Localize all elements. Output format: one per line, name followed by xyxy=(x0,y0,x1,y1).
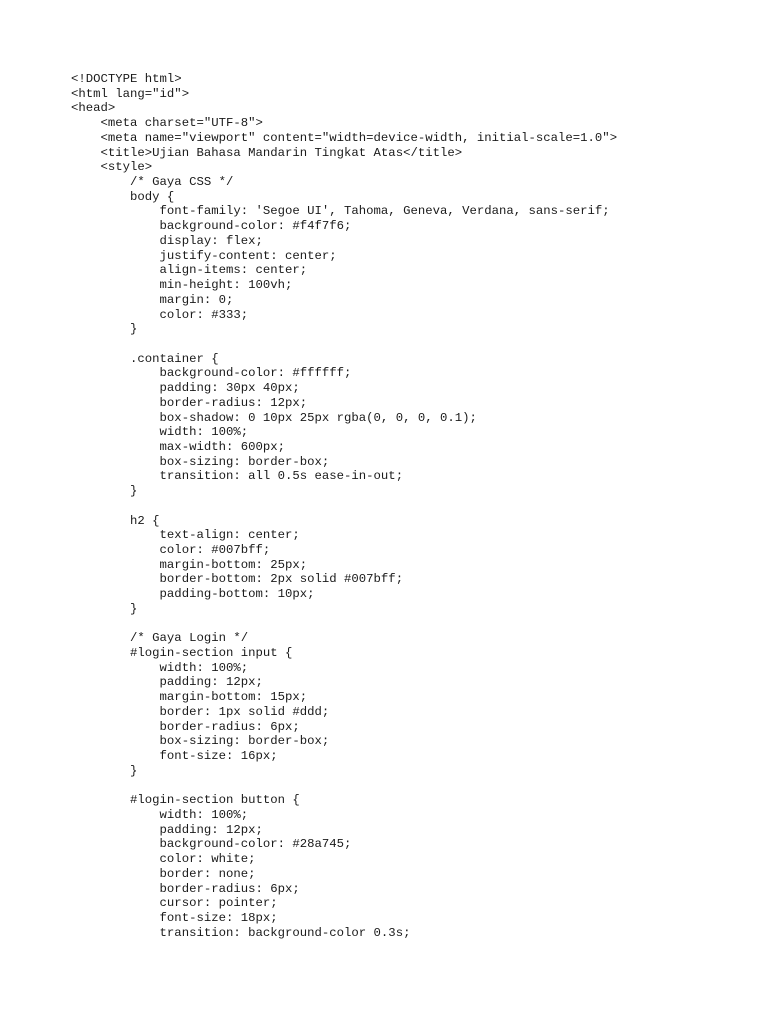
code-line: color: #007bff; xyxy=(71,543,271,557)
code-line: border: 1px solid #ddd; xyxy=(71,704,330,719)
code-line: border-radius: 6px; xyxy=(71,881,300,896)
code-line: box-shadow: 0 10px 25px rgba(0, 0, 0, 0.1); xyxy=(71,410,477,425)
code-line: max-width: 600px; xyxy=(71,439,286,454)
code-line: align-items: center; xyxy=(71,263,308,278)
code-line: background-color: #ffffff; xyxy=(71,366,352,381)
code-line xyxy=(71,499,751,514)
code-line: } xyxy=(71,484,138,499)
code-line: padding: 12px; xyxy=(71,675,263,690)
code-listing xyxy=(71,72,751,940)
code-line: <head> xyxy=(71,101,116,116)
code-line: justify-content: center; xyxy=(71,248,337,263)
code-line: padding-bottom: 10px; xyxy=(71,587,315,602)
code-line: <meta charset="UTF-8"> xyxy=(71,116,263,131)
code-line: } xyxy=(71,601,138,616)
code-line: text-align: center; xyxy=(71,528,300,543)
code-line: color: white; xyxy=(71,852,256,867)
code-line xyxy=(71,617,751,632)
code-line: color: #333; xyxy=(71,307,249,322)
code-line: h2 { xyxy=(71,513,160,528)
code-line xyxy=(71,337,751,352)
code-line: #login-section button { xyxy=(71,793,300,808)
code-line: border: none; xyxy=(71,866,256,881)
code-line: /* Gaya CSS */ xyxy=(71,175,234,190)
code-line: margin: 0; xyxy=(71,292,234,307)
code-line: cursor: pointer; xyxy=(71,896,278,911)
code-line: background-color: #28a745; xyxy=(71,837,352,852)
code-line: width: 100%; xyxy=(71,807,249,822)
code-line: } xyxy=(71,322,138,337)
code-line: #login-section input { xyxy=(71,646,293,661)
code-line: box-sizing: border-box; xyxy=(71,734,330,749)
code-line: } xyxy=(71,763,138,778)
code-line: body { xyxy=(71,189,175,204)
code-line: margin-bottom: 25px; xyxy=(71,557,308,572)
code-line: transition: background-color 0.3s; xyxy=(71,925,411,940)
code-line: <meta name="viewport" content="width=device-width, initial-scale=1.0"> xyxy=(71,130,618,145)
code-line: border-radius: 12px; xyxy=(71,395,308,410)
code-line: .container { xyxy=(71,351,219,366)
code-line: <title>Ujian Bahasa Mandarin Tingkat Atas</title> xyxy=(71,145,463,160)
code-line: font-family: 'Segoe UI', Tahoma, Geneva, Verdana, sans-serif; xyxy=(71,204,610,219)
code-line: transition: all 0.5s ease-in-out; xyxy=(71,469,404,484)
code-line: box-sizing: border-box; xyxy=(71,454,330,469)
code-line: <style> xyxy=(71,160,153,175)
code-line: padding: 12px; xyxy=(71,822,263,837)
code-line: border-radius: 6px; xyxy=(71,719,300,734)
code-line: /* Gaya Login */ xyxy=(71,631,249,646)
code-line: <!DOCTYPE html> xyxy=(71,72,182,86)
code-line: border-bottom: 2px solid #007bff; xyxy=(71,572,404,587)
code-line: background-color: #f4f7f6; xyxy=(71,219,352,234)
code-line: font-size: 16px; xyxy=(71,749,278,764)
code-line: min-height: 100vh; xyxy=(71,278,293,293)
code-line: <html lang="id"> xyxy=(71,86,190,101)
code-line: width: 100%; xyxy=(71,425,249,440)
code-line: font-size: 18px; xyxy=(71,910,278,925)
code-line: padding: 30px 40px; xyxy=(71,381,300,396)
code-line: display: flex; xyxy=(71,233,263,248)
code-line: width: 100%; xyxy=(71,660,249,675)
code-line xyxy=(71,779,751,794)
code-line: margin-bottom: 15px; xyxy=(71,690,308,705)
